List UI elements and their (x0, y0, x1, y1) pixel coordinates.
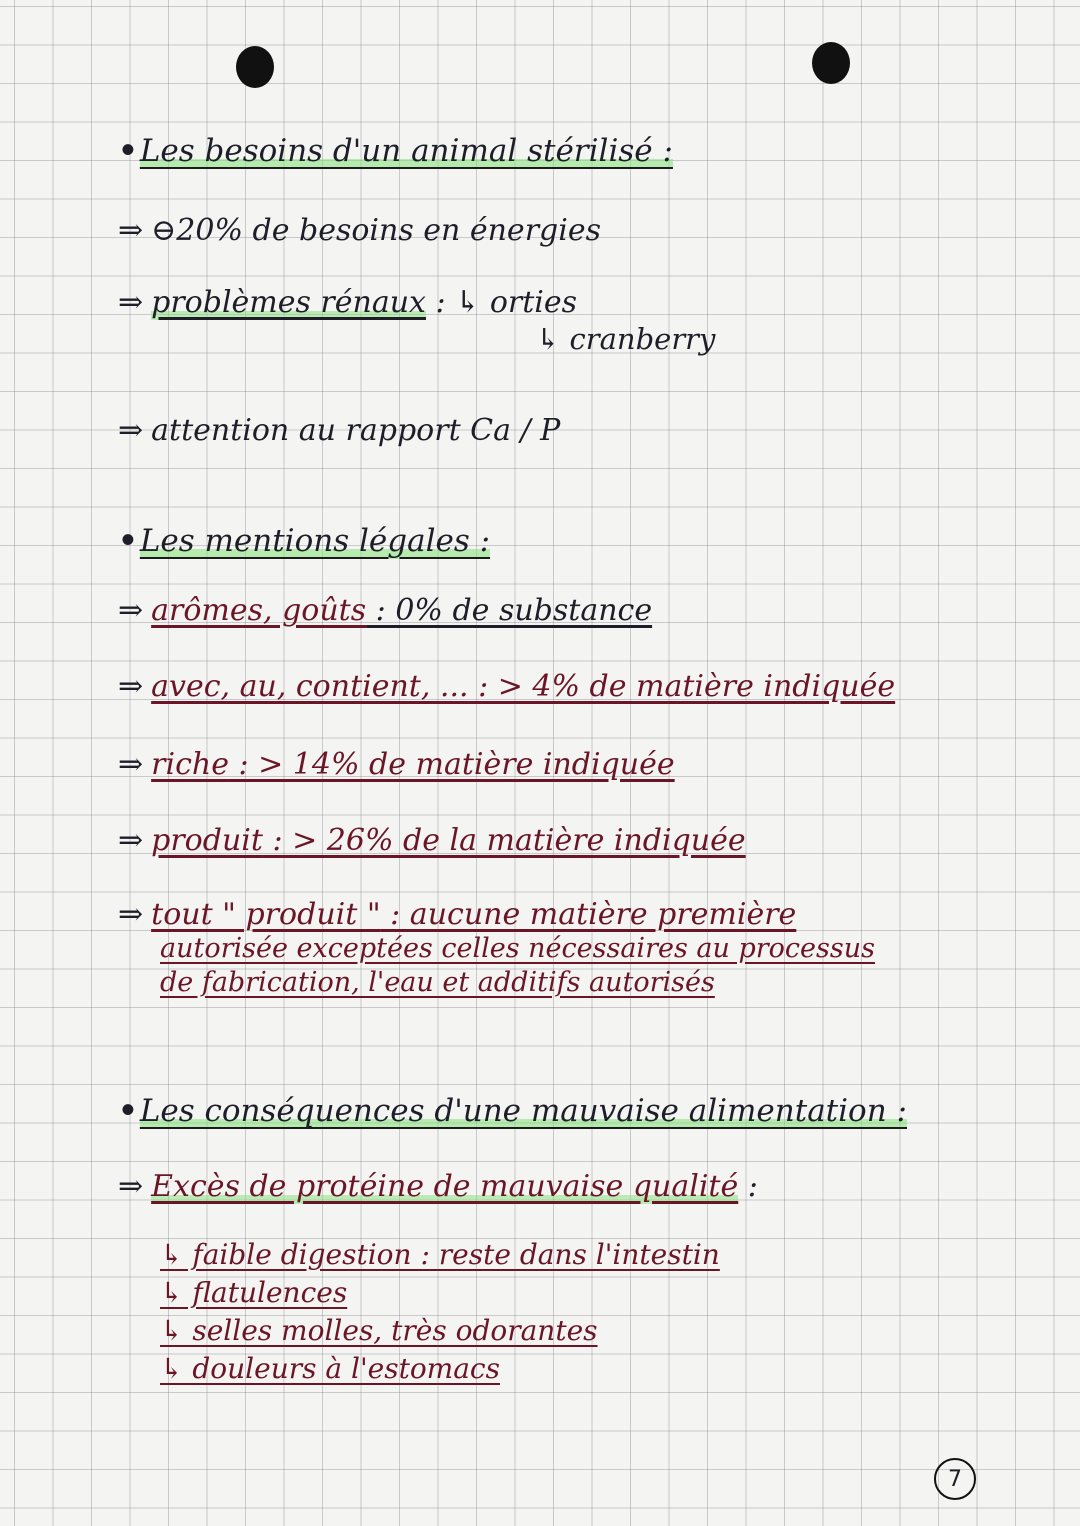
note-line: ⇒ ⊖20% de besoins en énergies (118, 213, 601, 248)
note-line: ⇒ tout " produit " : aucune matière première (118, 897, 797, 932)
binder-hole-right (812, 42, 850, 84)
note-line: ↳ cranberry (536, 322, 716, 356)
note-line: de fabrication, l'eau et additifs autorisés (160, 967, 715, 998)
note-line: ↳ douleurs à l'estomacs (160, 1352, 500, 1385)
note-line: ⇒ attention au rapport Ca / P (118, 413, 561, 448)
note-line: ⇒ Excès de protéine de mauvaise qualité : (118, 1169, 758, 1204)
page-number: 7 (934, 1458, 976, 1500)
note-line: ↳ faible digestion : reste dans l'intestin (160, 1238, 720, 1271)
note-line: ↳ flatulences (160, 1276, 348, 1309)
note-line: ⇒ riche : > 14% de matière indiquée (118, 747, 675, 782)
note-line: ⇒ problèmes rénaux : ↳ orties (118, 285, 578, 320)
note-line: autorisée exceptées celles nécessaires au processus (160, 933, 875, 964)
note-line: ⇒ produit : > 26% de la matière indiquée (118, 823, 746, 858)
section-title: •Les besoins d'un animal stérilisé : (118, 133, 673, 169)
section-title: •Les conséquences d'une mauvaise alimentation : (118, 1093, 907, 1129)
note-line: ↳ selles molles, très odorantes (160, 1314, 598, 1347)
binder-hole-left (236, 46, 274, 88)
note-line: ⇒ avec, au, contient, ... : > 4% de matière indiquée (118, 669, 896, 704)
note-line: ⇒ arômes, goûts : 0% de substance (118, 593, 653, 628)
section-title: •Les mentions légales : (118, 523, 491, 559)
